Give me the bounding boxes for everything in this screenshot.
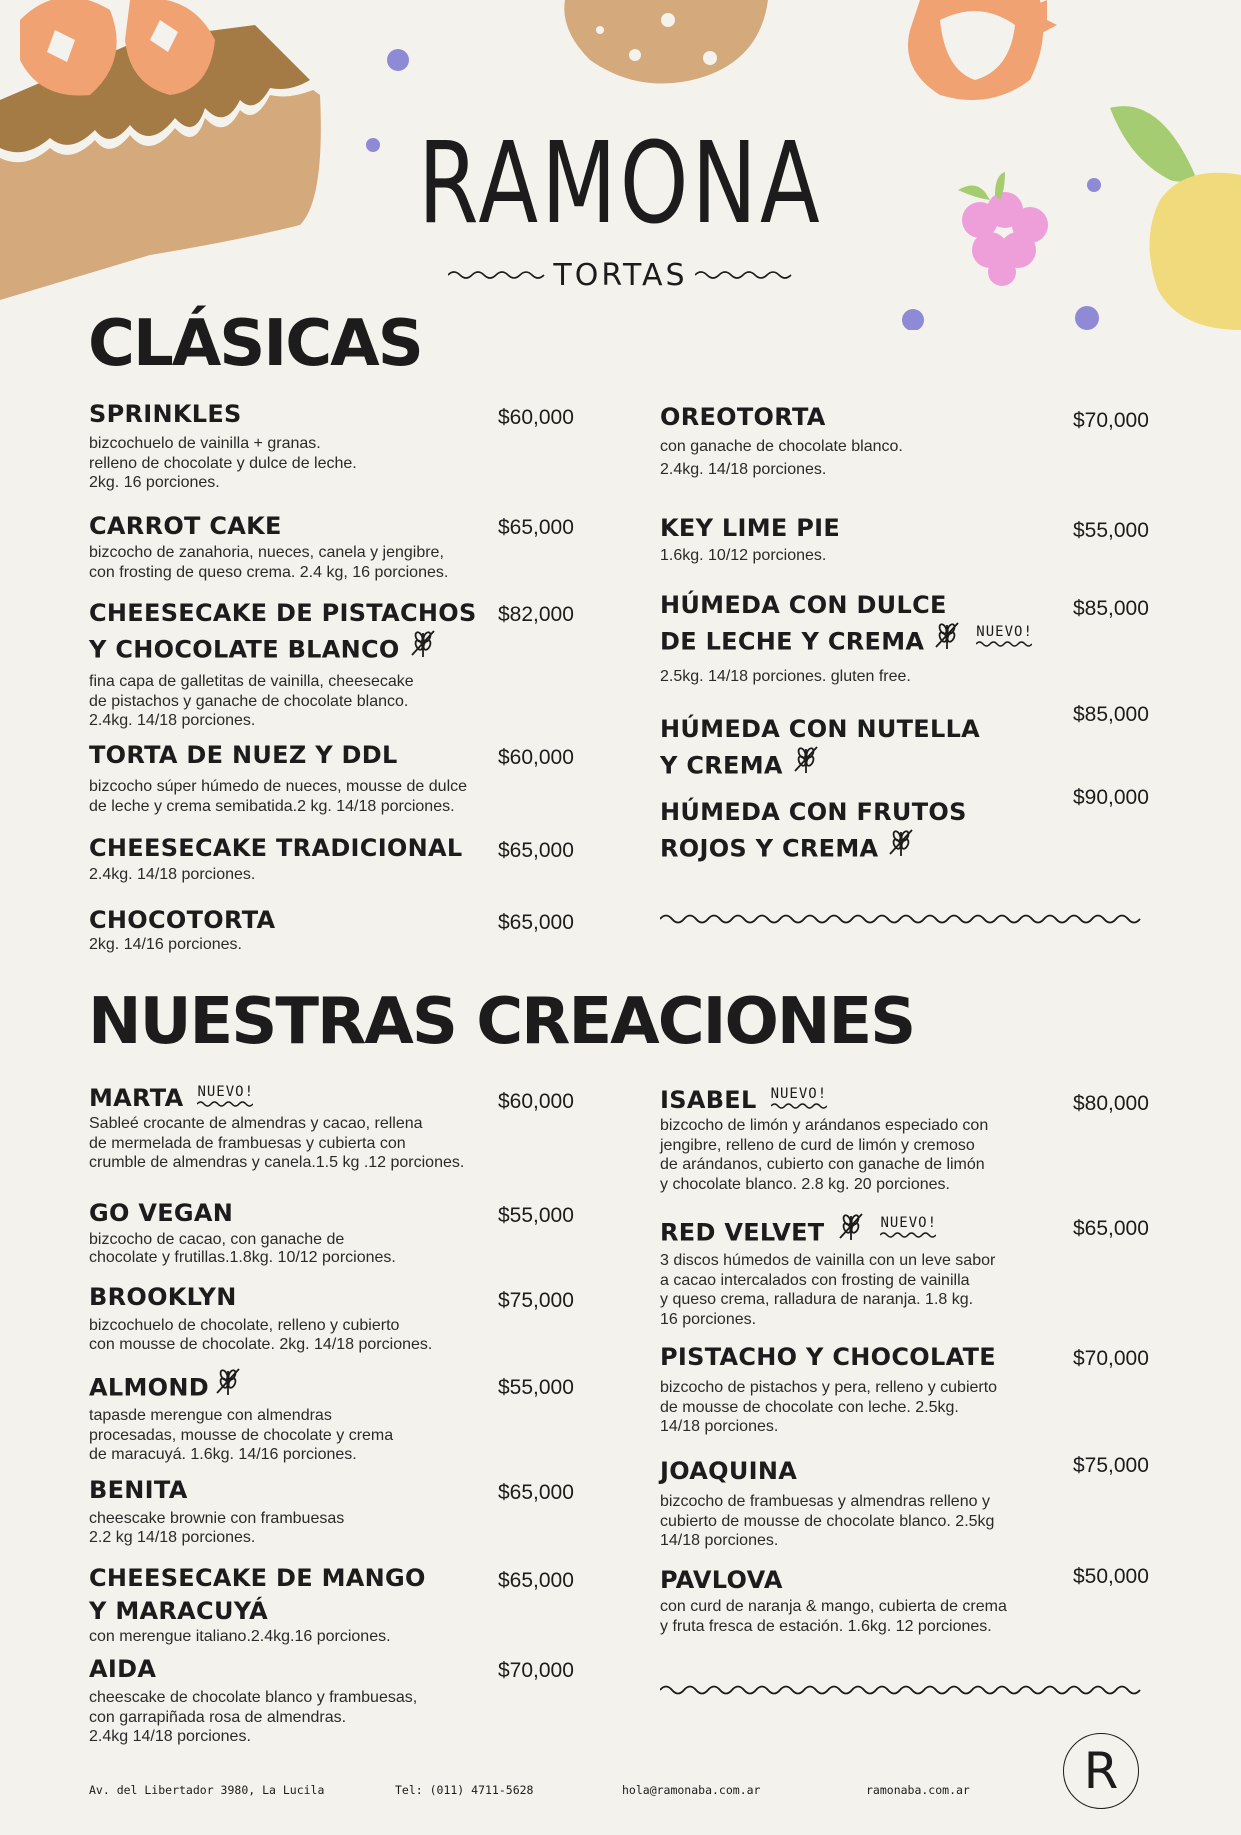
item-price: $65,000 (498, 1569, 574, 1592)
menu-item-joaquina (660, 1455, 994, 1551)
item-name: BENITA (89, 1476, 188, 1504)
menu-item-almond (89, 1368, 393, 1465)
footer-phone[interactable]: Tel: (011) 4711-5628 (395, 1783, 534, 1797)
item-price: $70,000 (498, 1659, 574, 1682)
item-name: CHOCOTORTA (89, 906, 276, 934)
menu-item-humeda-ddl (660, 589, 1033, 687)
lemon-illustration (1110, 106, 1241, 330)
footer-email[interactable]: hola@ramonaba.com.ar (622, 1783, 761, 1797)
nuevo-badge: NUEVO! (880, 1215, 937, 1239)
menu-item-red-velvet (660, 1213, 995, 1329)
strawberry-illustration (908, 0, 1057, 100)
menu-item-benita (89, 1474, 344, 1547)
gluten-free-wheat-icon (213, 1365, 243, 1406)
section-title-clasicas: CLÁSICAS (88, 307, 422, 381)
item-name: GO VEGAN (89, 1199, 234, 1227)
gluten-free-wheat-icon (408, 627, 438, 668)
footer-address: Av. del Libertador 3980, La Lucila (89, 1783, 325, 1797)
menu-item-go-vegan (89, 1197, 396, 1267)
item-name: BROOKLYN (89, 1283, 237, 1311)
item-description: bizcocho de limón y arándanos especiado con jengibre, relleno de curd de limón y cremoso de arándanos, cubierto con ganache de limón y chocolate blanco. 2.8 kg. 20 porciones. (660, 1117, 989, 1193)
item-name: CHEESECAKE DE MANGO Y MARACUYÁ (89, 1564, 426, 1625)
item-name: CARROT CAKE (89, 512, 282, 540)
item-price: $65,000 (1073, 1217, 1149, 1240)
item-description: bizcocho de cacao, con ganache de chocolate y frutillas.1.8kg. 10/12 porciones. (89, 1231, 396, 1266)
menu-item-humeda-frutos-rojos (660, 796, 967, 870)
section-title-creaciones: NUESTRAS CREACIONES (88, 985, 915, 1059)
item-name: MARTA NUEVO! (89, 1084, 255, 1112)
menu-item-isabel (660, 1084, 988, 1194)
item-price: $65,000 (498, 1481, 574, 1504)
menu-item-brooklyn (89, 1281, 432, 1354)
menu-item-key-lime-pie (660, 512, 840, 566)
blueberry-illustration (387, 49, 409, 71)
item-description: bizcocho de frambuesas y almendras relleno y cubierto de mousse de chocolate blanco. 2.5kg 14/18 porciones. (660, 1493, 995, 1549)
item-price: $55,000 (498, 1204, 574, 1227)
footer-website[interactable]: ramonaba.com.ar (866, 1783, 970, 1797)
ramona-logo: R (1063, 1733, 1139, 1809)
wavy-divider (660, 912, 1146, 926)
item-price: $65,000 (498, 516, 574, 539)
item-description: bizcocho súper húmedo de nueces, mousse de dulce de leche y crema semibatida.2 kg. 14/18 porciones. (89, 778, 468, 815)
item-description: fina capa de galletitas de vainilla, cheesecake de pistachos y ganache de chocolate blanco. 2.4kg. 14/18 porciones. (89, 673, 414, 729)
item-price: $55,000 (1073, 519, 1149, 542)
menu-item-aida (89, 1653, 417, 1747)
nuevo-badge: NUEVO! (976, 624, 1033, 648)
item-name: HÚMEDA CON DULCE DE LECHE Y CREMA NUEVO! (660, 589, 1033, 663)
item-description: bizcochuelo de vainilla + granas. relleno de chocolate y dulce de leche. 2kg. 16 porciones. (89, 435, 357, 491)
menu-item-cheesecake-tradicional (89, 832, 462, 885)
item-price: $60,000 (498, 1090, 574, 1113)
item-description: con merengue italiano.2.4kg.16 porciones. (89, 1628, 391, 1645)
cookie-illustration (564, 0, 768, 84)
item-price: $85,000 (1073, 703, 1149, 726)
menu-item-carrot-cake (89, 510, 448, 582)
item-name: HÚMEDA CON NUTELLA Y CREMA (660, 713, 980, 787)
item-name: HÚMEDA CON FRUTOS ROJOS Y CREMA (660, 796, 967, 870)
item-description: 3 discos húmedos de vainilla con un leve sabor a cacao intercalados con frosting de vainilla y queso crema, ralladura de naranja. 1.8 kg. 16 porciones. (660, 1252, 996, 1328)
item-description: 1.6kg. 10/12 porciones. (660, 547, 827, 564)
item-price: $80,000 (1073, 1092, 1149, 1115)
item-name: TORTA DE NUEZ Y DDL (89, 741, 398, 769)
item-price: $60,000 (498, 406, 574, 429)
item-price: $65,000 (498, 839, 574, 862)
item-name: ISABEL NUEVO! (660, 1086, 828, 1114)
gluten-free-wheat-icon (886, 826, 916, 867)
item-name: PISTACHO Y CHOCOLATE (660, 1343, 996, 1371)
item-name: AIDA (89, 1655, 157, 1683)
item-description: bizcocho de pistachos y pera, relleno y cubierto de mousse de chocolate con leche. 2.5kg. 14/18 porciones. (660, 1379, 998, 1435)
item-description: bizcochuelo de chocolate, relleno y cubierto con mousse de chocolate. 2kg. 14/18 porciones. (89, 1317, 433, 1353)
wavy-divider-right (695, 268, 795, 282)
item-price: $75,000 (498, 1289, 574, 1312)
item-price: $55,000 (498, 1376, 574, 1399)
item-name: PAVLOVA (660, 1566, 783, 1594)
menu-item-chocotorta (89, 904, 275, 955)
menu-item-cheesecake-mango (89, 1562, 426, 1647)
nuevo-badge: NUEVO! (197, 1084, 254, 1108)
item-name: JOAQUINA (660, 1457, 798, 1485)
menu-item-torta-nuez (89, 739, 467, 816)
item-price: $85,000 (1073, 597, 1149, 620)
item-price: $90,000 (1073, 786, 1149, 809)
item-price: $75,000 (1073, 1454, 1149, 1477)
menu-item-sprinkles (89, 398, 357, 493)
brand-subtitle: TORTAS (553, 258, 688, 293)
item-description: tapasde merengue con almendras procesadas, mousse de chocolate y crema de maracuyá. 1.6kg. 14/16 porciones. (89, 1407, 394, 1463)
menu-item-humeda-nutella (660, 713, 980, 787)
gluten-free-wheat-icon (836, 1210, 866, 1251)
item-description: cheescake brownie con frambuesas 2.2 kg 14/18 porciones. (89, 1510, 345, 1546)
menu-item-cheesecake-pistachos (89, 597, 477, 731)
gluten-free-wheat-icon (791, 743, 821, 784)
item-price: $82,000 (498, 603, 574, 626)
item-description: 2.4kg. 14/18 porciones. (89, 866, 256, 883)
item-name: ALMOND (89, 1368, 393, 1409)
item-name: KEY LIME PIE (660, 514, 841, 542)
menu-item-marta (89, 1082, 464, 1173)
item-price: $70,000 (1073, 1347, 1149, 1370)
item-name: OREOTORTA (660, 403, 826, 431)
nuevo-badge: NUEVO! (771, 1086, 828, 1110)
menu-item-oreotorta (660, 401, 903, 481)
menu-item-pistacho-chocolate (660, 1341, 997, 1437)
item-description: bizcocho de zanahoria, nueces, canela y jengibre, con frosting de queso crema. 2.4 kg, 16 porciones. (89, 544, 449, 581)
gluten-free-wheat-icon (932, 619, 962, 660)
item-description: con ganache de chocolate blanco. 2.4kg. 14/18 porciones. (660, 438, 903, 478)
brand-title: RAMONA (418, 119, 823, 249)
menu-item-pavlova (660, 1564, 1007, 1636)
item-name: RED VELVET NUEVO! (660, 1213, 995, 1254)
item-price: $65,000 (498, 911, 574, 934)
item-price: $50,000 (1073, 1565, 1149, 1588)
item-price: $70,000 (1073, 409, 1149, 432)
item-description: cheescake de chocolate blanco y frambuesas, con garrapiñada rosa de almendras. 2.4kg 14/18 porciones. (89, 1689, 418, 1745)
wavy-divider (660, 1683, 1146, 1697)
item-description: 2kg. 14/16 porciones. (89, 936, 242, 953)
item-name: CHEESECAKE TRADICIONAL (89, 834, 463, 862)
item-description: con curd de naranja & mango, cubierta de crema y fruta fresca de estación. 1.6kg. 12 porciones. (660, 1598, 1007, 1635)
item-price: $60,000 (498, 746, 574, 769)
item-description: 2.5kg. 14/18 porciones. gluten free. (660, 668, 911, 685)
item-name: SPRINKLES (89, 400, 242, 428)
item-description: Sableé crocante de almendras y cacao, rellena de mermelada de frambuesas y cubierta con crumble de almendras y canela.1.5 kg .12 porciones. (89, 1115, 465, 1171)
item-name: CHEESECAKE DE PISTACHOS Y CHOCOLATE BLANCO (89, 597, 477, 671)
